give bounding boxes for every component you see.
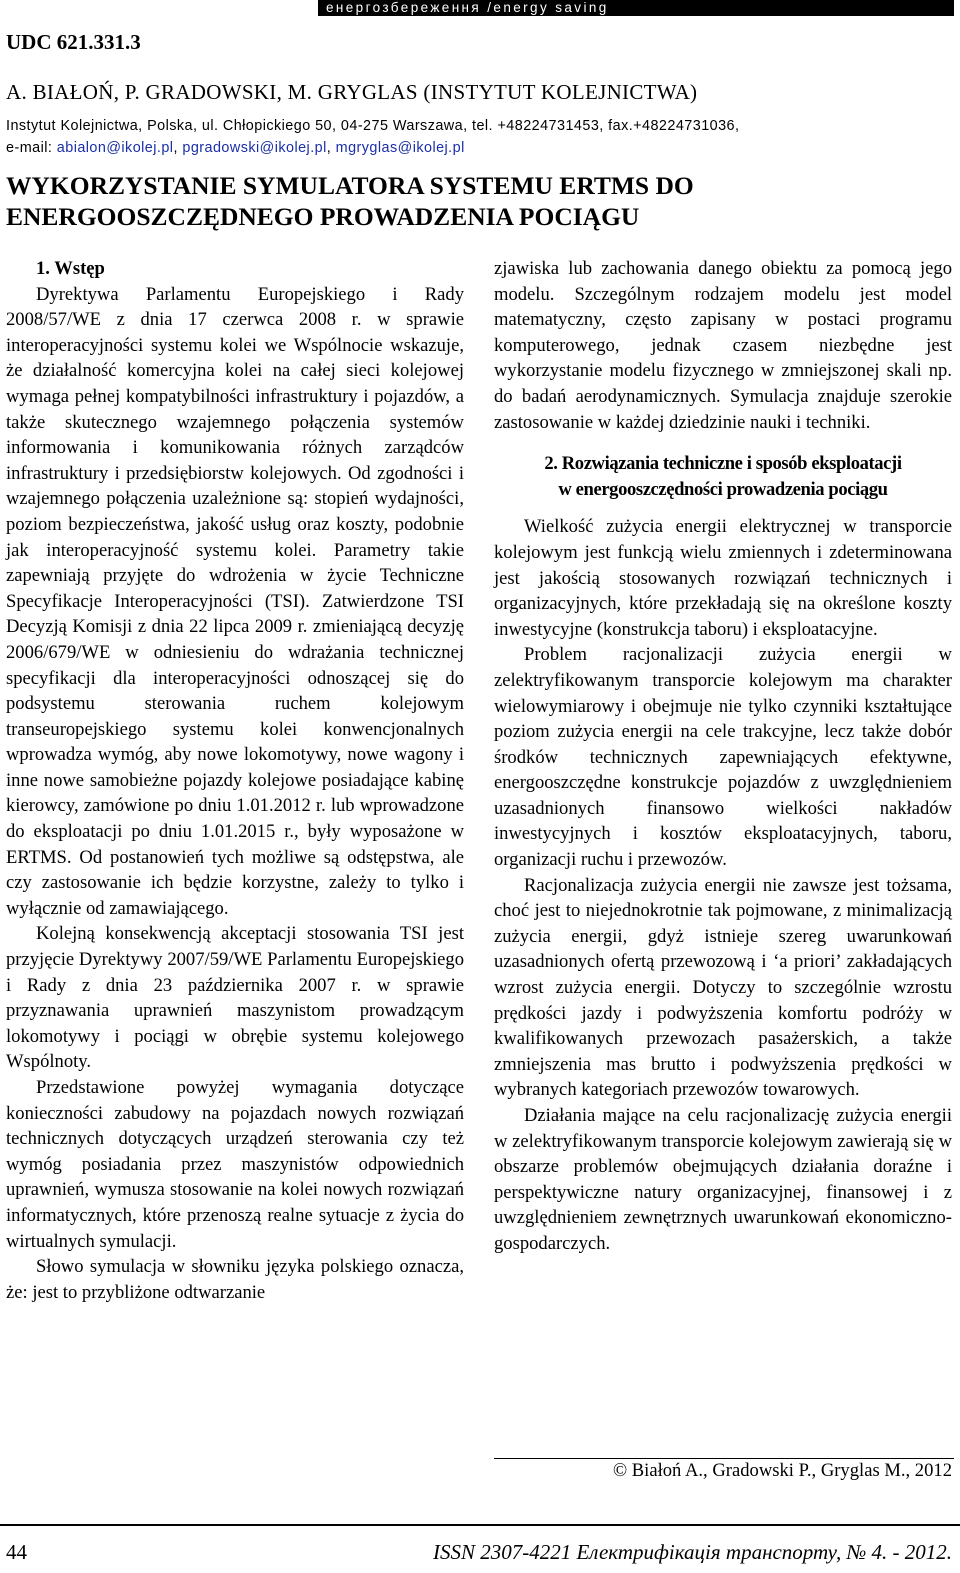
paragraph: Wielkość zużycia energii elektrycznej w transporcie kolejowym jest funkcją wielu zmiennych i zdeterminowana jest jakością stosowanych rozwiązań technicznych i organizacyjnych, które przekładają się na określone koszty inwestycyjne (konstrukcja taboru) i eksploatacyjne.	[494, 516, 952, 640]
authors: A. BIAŁOŃ, P. GRADOWSKI, M. GRYGLAS (INSTYTUT KOLEJNICTWA)	[6, 80, 698, 104]
section-heading-line: 2. Rozwiązania techniczne i sposób eksploatacji	[544, 453, 902, 475]
paragraph: Działania mające na celu racjonalizację zużycia energii w zelektryfikowanym transporcie kolejowym zawierają się w obszarze problemów obejmujących działania doraźne i perspektywiczne natury organizacyjnej, finansowej i z uwzględnieniem zewnętrznych uwarunkowań ekonomiczno-gospodarczych.	[494, 1105, 952, 1254]
email-link-abialon[interactable]: abialon@ikolej.pl	[56, 140, 174, 156]
journal-footer: ISSN 2307-4221 Електрифікація транспорту, № 4. - 2012.	[432, 1540, 952, 1564]
footer-divider	[0, 1524, 960, 1526]
section-heading-introduction: 1. Wstęp	[36, 258, 105, 279]
email-separator: ,	[326, 140, 336, 156]
email-separator: ,	[173, 140, 183, 156]
paragraph: Problem racjonalizacji zużycia energii w zelektryfikowanym transporcie kolejowym ma charakter wielowymiarowy i obejmuje nie tylko czynniki kształtujące poziom zużycia energii na cele trakcyjne, lecz także dobór środków technicznych zapewniających efektywne, energooszczędne konstrukcje pojazdów z uwzględnieniem uzasadnionych finansowo wielkości nakładów inwestycyjnych i kosztów eksploatacyjnych, taboru, organizacji ruchu i przewozów.	[494, 644, 952, 871]
paragraph: Kolejną konsekwencją akceptacji stosowania TSI jest przyjęcie Dyrektywy 2007/59/WE Parlamentu Europejskiego i Rady z dnia 23 października 2007 r. w sprawie przyznawania uprawnień maszynistom prowadzącym lokomotywy i pociągi w obrębie systemu kolejowego Wspólnoty.	[6, 923, 464, 1073]
section-header-band	[318, 0, 954, 16]
email-line	[6, 140, 465, 156]
paragraph: Racjonalizacja zużycia energii nie zawsze jest tożsama, choć jest to niejednokrotnie tak pojmowane, z minimalizacją zużycia energii, gdyż istnieje szereg uwarunkowań uzasadnionych ofertą przewozową i ‘a priori’ zakładających wzrost zużycia energii. Dotyczy to szczególnie wzrostu prędkości jazdy i podwyższenia komfortu podróży w kwalifikowanych przewozach pasażerskich, a także zmniejszenia mas brutto i podwyższenia prędkości w wybranych kategoriach przewozów towarowych.	[494, 874, 952, 1101]
email-label: e-mail:	[6, 140, 57, 156]
copyright-notice: © Białoń A., Gradowski P., Gryglas M., 2012	[613, 1460, 952, 1481]
right-column	[494, 256, 952, 1257]
email-link-mgryglas[interactable]: mgryglas@ikolej.pl	[335, 140, 465, 156]
paragraph-continued: zjawiska lub zachowania danego obiektu za pomocą jego modelu. Szczególnym rodzajem modelu jest model matematyczny, często zapisany w postaci programu komputerowego, jednak czasem niezbędne jest wykorzystanie modelu fizycznego w zmniejszonej skali np. do badań aerodynamicznych. Symulacja znajduje szerokie zastosowanie w każdej dziedzinie nauki i techniki.	[494, 258, 952, 433]
section-heading-line: w energooszczędności prowadzenia pociągu	[558, 478, 888, 500]
section-heading-technical-solutions	[494, 451, 952, 502]
paper-title: WYKORZYSTANIE SYMULATORA SYSTEMU ERTMS DO ENERGOOSZCZĘDNEGO PROWADZENIA POCIĄGU	[6, 171, 694, 231]
copyright-divider	[494, 1458, 954, 1459]
section-label: енергозбереження /energy saving	[326, 0, 609, 15]
paragraph: Dyrektywa Parlamentu Europejskiego i Rady 2008/57/WE z dnia 17 czerwca 2008 r. w sprawie interoperacyjności systemu kolei we Wspólnocie wskazuje, że działalność komercyjna kolei na całej sieci kolejowej wymaga pełnej kompatybilności infrastruktury i pojazdów, a także skutecznego wzajemnego połączenia systemów informowania i komunikowania różnych zarządców infrastruktury i przedsiębiorstw kolejowych. Od zgodności i wzajemnego połączenia uzależnione są: stopień wydajności, poziom bezpieczeństwa, jakość usług oraz koszty, podobnie jak interoperacyjność systemu kolei. Parametry takie zapewniają przyjęte do wdrożenia w życie Techniczne Specyfikacje Interoperacyjności (TSI). Zatwierdzone TSI Decyzją Komisji z dnia 22 lipca 2009 r. zmieniającą decyzję 2006/679/WE w odniesieniu do wdrażania technicznej specyfikacji dla interoperacyjności odnoszącej się do podsystemu sterowania ruchem kolejowym transeuropejskiego systemu kolei konwencjonalnych wprowadza wymóg, aby nowe lokomotywy, nowe wagony i inne nowe samobieżne pojazdy kolejowe posiadające kabinę kierowcy, zamówione po dniu 1.01.2012 r. lub wprowadzone do eksploatacji po dniu 1.01.2015 r., były wyposażone w ERTMS. Od postanowień tych możliwe są odstępstwa, ale czy zastosowanie ich będzie korzystne, zależy to tylko i wyłącznie od zamawiającego.	[6, 283, 464, 919]
affiliation: Instytut Kolejnictwa, Polska, ul. Chłopickiego 50, 04-275 Warszawa, tel. +48224731453, fax.+48224731036,	[6, 118, 740, 134]
udc-code: UDC 621.331.3	[6, 30, 141, 54]
left-column	[6, 256, 464, 1305]
page-number: 44	[6, 1540, 27, 1564]
paragraph: Słowo symulacja w słowniku języka polskiego oznacza, że: jest to przybliżone odtwarzanie	[6, 1256, 464, 1303]
email-link-pgradowski[interactable]: pgradowski@ikolej.pl	[182, 140, 327, 156]
paragraph: Przedstawione powyżej wymagania dotyczące konieczności zabudowy na pojazdach nowych rozwiązań technicznych dotyczących urządzeń sterowania czy też wymóg posiadania przez maszynistów odpowiednich uprawnień, wymusza stosowanie na kolei nowych rozwiązań informatycznych, które przenoszą realne sytuacje z życia do wirtualnych symulacji.	[6, 1077, 464, 1252]
